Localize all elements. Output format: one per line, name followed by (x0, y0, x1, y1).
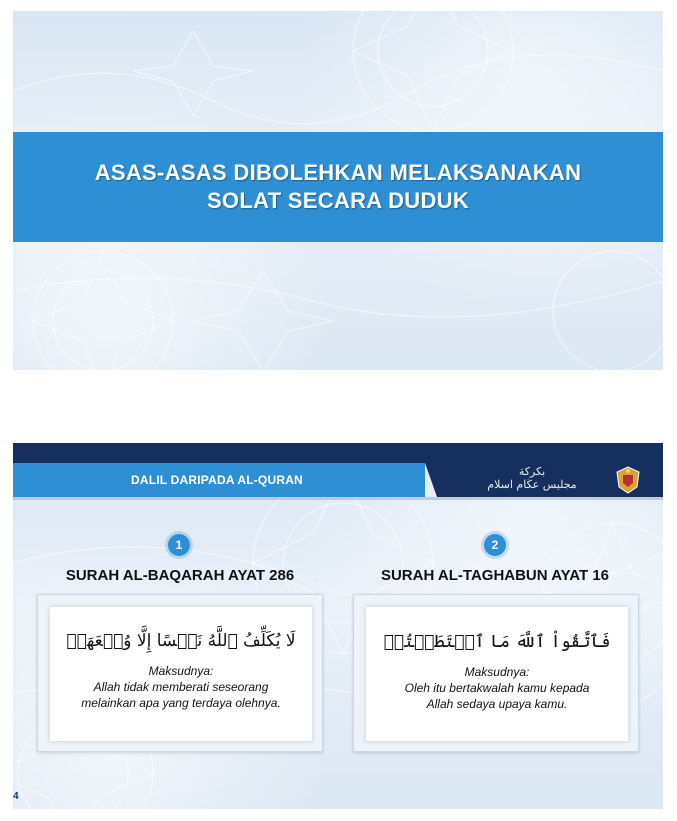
maksud-line-2a: Oleh itu bertakwalah kamu kepada (404, 681, 590, 695)
surah-title-2: SURAH AL-TAGHABUN AYAT 16 (380, 567, 610, 584)
slide-header-title: DALIL DARIPADA AL-QURAN (131, 473, 303, 487)
maksud-line-1a: Allah tidak memberati seseorang (93, 680, 269, 694)
crest-icon (613, 465, 643, 495)
number-badge-1: 1 (168, 534, 190, 556)
top-band (13, 443, 663, 463)
verse-card-2 (353, 594, 639, 752)
institution-logo (457, 465, 607, 495)
verse-card-1-inner (49, 606, 313, 742)
arabic-verse-1: لَا يُكَلِّفُ ٱللَّهُ نَفۡسًا إِلَّا وُسۡعَهَاۚ (66, 631, 296, 651)
translation-2 (405, 664, 590, 712)
arabic-verse-2: فَٱتَّقُواْ ٱللَّهَ مَا ٱسۡتَطَعۡتُمۡ (383, 632, 611, 652)
verse-card-1 (37, 594, 323, 752)
surah-title-1: SURAH AL-BAQARAH AYAT 286 (65, 567, 295, 584)
maksud-line-2b: Allah sedaya upaya kamu. (426, 697, 568, 711)
slide-title-line-2: SOLAT SECARA DUDUK (206, 188, 470, 213)
translation-1 (81, 663, 280, 711)
page-number: 4 (13, 791, 19, 802)
maksud-line-1b: melainkan apa yang terdaya olehnya. (81, 696, 281, 710)
title-band (13, 132, 663, 242)
verse-card-2-inner (365, 606, 629, 742)
slide-title-line-1: ASAS-ASAS DIBOLEHKAN MELAKSANAKAN (94, 160, 582, 185)
maksud-label-1: Maksudnya: (148, 664, 214, 678)
slide-header (13, 463, 425, 497)
number-badge-2: 2 (484, 534, 506, 556)
title-slide (13, 11, 663, 370)
dalil-slide (13, 443, 663, 809)
header-shadow (13, 497, 663, 500)
logo-text-line-2: مجليس عڬام اسلام (487, 478, 577, 491)
logo-text-line-1: بكركة (518, 465, 546, 478)
maksud-label-2: Maksudnya: (464, 665, 530, 679)
